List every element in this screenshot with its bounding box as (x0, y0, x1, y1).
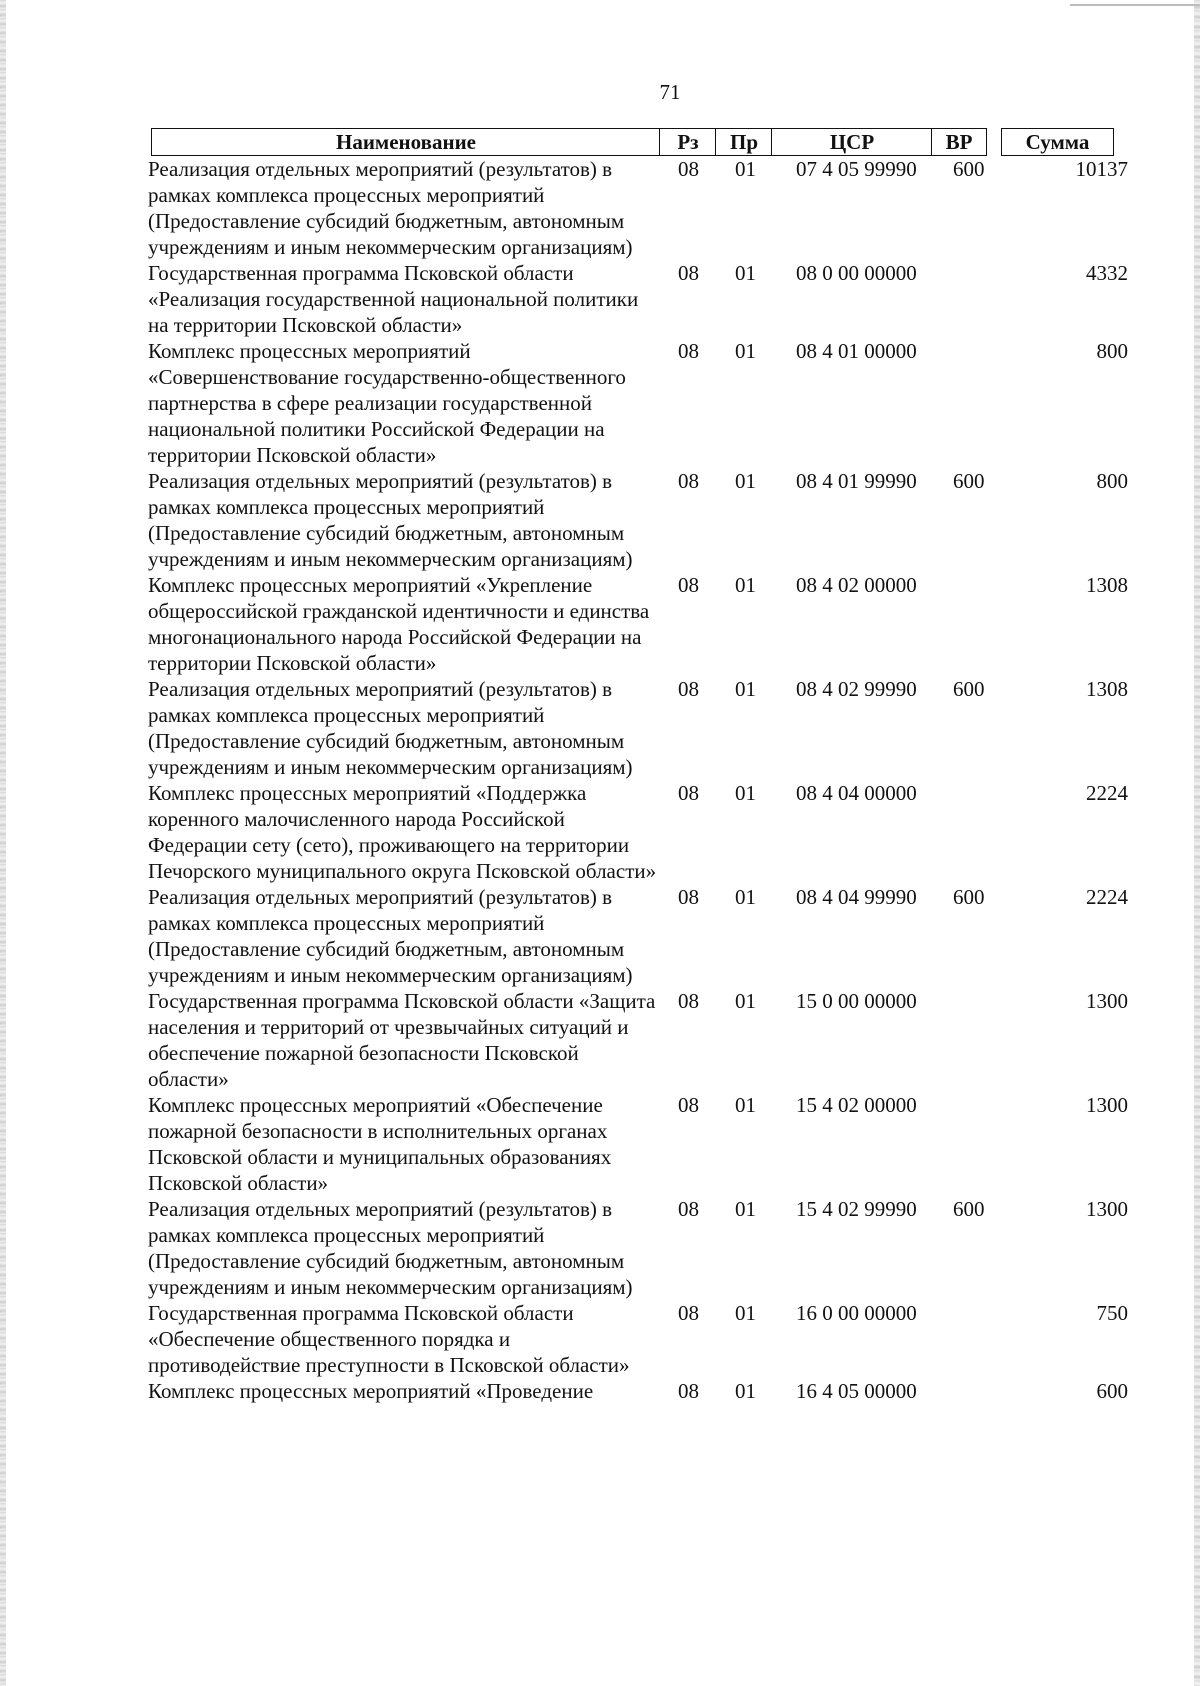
cell-rz: 08 (678, 781, 699, 805)
cell-vr: 600 (953, 157, 985, 181)
cell-rz: 08 (678, 339, 699, 363)
cell-sum: 800 (1096, 469, 1128, 493)
table-row (148, 1196, 1128, 1300)
cell-name: Комплекс процессных мероприятий «Обеспечение пожарной безопасности в исполнительных органах Псковской области и муниципальных образованиях Псковской области» (148, 1093, 612, 1195)
cell-rz: 08 (678, 885, 699, 909)
table-row (148, 780, 1128, 884)
cell-sum: 1308 (1086, 677, 1128, 701)
cell-sum: 2224 (1086, 885, 1128, 909)
table-row (148, 338, 1128, 468)
cell-rz: 08 (678, 1301, 699, 1325)
table-row (148, 884, 1128, 988)
cell-name: Реализация отдельных мероприятий (результатов) в рамках комплекса процессных мероприятий (Предоставление субсидий бюджетным, автономным учреждениям и иным некоммерческим организациям) (148, 157, 633, 259)
cell-name: Реализация отдельных мероприятий (результатов) в рамках комплекса процессных мероприятий (Предоставление субсидий бюджетным, автономным учреждениям и иным некоммерческим организациям) (148, 1197, 633, 1299)
cell-rz: 08 (678, 1197, 699, 1221)
cell-pr: 01 (735, 885, 756, 909)
cell-sum: 750 (1096, 1301, 1128, 1325)
cell-pr: 01 (735, 339, 756, 363)
table-row (148, 156, 1128, 260)
cell-pr: 01 (735, 261, 756, 285)
cell-pr: 01 (735, 781, 756, 805)
cell-rz: 08 (678, 677, 699, 701)
cell-name: Комплекс процессных мероприятий «Поддержка коренного малочисленного народа Российской Федерации сету (сето), проживающего на территории Печорского муниципального округа Псковской области» (148, 781, 657, 883)
cell-csr: 16 0 00 00000 (796, 1301, 917, 1325)
scan-mark-top (1070, 4, 1200, 6)
table-body (148, 156, 1128, 1404)
cell-rz: 08 (678, 573, 699, 597)
page-number: 71 (659, 80, 681, 104)
table-row (148, 1300, 1128, 1378)
cell-pr: 01 (735, 573, 756, 597)
header-rz: Рз (659, 128, 717, 156)
cell-sum: 2224 (1086, 781, 1128, 805)
cell-sum: 1300 (1086, 989, 1128, 1013)
cell-vr: 600 (953, 677, 985, 701)
table-row (148, 676, 1128, 780)
cell-sum: 1300 (1086, 1197, 1128, 1221)
header-pr: Пр (715, 128, 773, 156)
cell-rz: 08 (678, 989, 699, 1013)
cell-name: Государственная программа Псковской области «Обеспечение общественного порядка и противодействие преступности в Псковской области» (148, 1301, 630, 1377)
cell-pr: 01 (735, 1301, 756, 1325)
cell-sum: 4332 (1086, 261, 1128, 285)
cell-rz: 08 (678, 157, 699, 181)
cell-csr: 15 4 02 00000 (796, 1093, 917, 1117)
cell-sum: 800 (1096, 339, 1128, 363)
cell-name: Комплекс процессных мероприятий «Укрепление общероссийской гражданской идентичности и единства многонационального народа Российской Федерации на территории Псковской области» (148, 573, 650, 675)
table-row (148, 1092, 1128, 1196)
cell-csr: 08 4 02 00000 (796, 573, 917, 597)
cell-csr: 08 4 01 00000 (796, 339, 917, 363)
cell-sum: 600 (1096, 1379, 1128, 1403)
cell-name: Реализация отдельных мероприятий (результатов) в рамках комплекса процессных мероприятий (Предоставление субсидий бюджетным, автономным учреждениям и иным некоммерческим организациям) (148, 677, 633, 779)
table-row (148, 988, 1128, 1092)
cell-csr: 07 4 05 99990 (796, 157, 917, 181)
cell-vr: 600 (953, 885, 985, 909)
table-row (148, 572, 1128, 676)
table-row (148, 1378, 1128, 1404)
cell-vr: 600 (953, 469, 985, 493)
header-csr: ЦСР (771, 128, 933, 156)
table-row (148, 468, 1128, 572)
cell-pr: 01 (735, 1093, 756, 1117)
cell-sum: 10137 (1075, 157, 1128, 181)
cell-sum: 1308 (1086, 573, 1128, 597)
cell-rz: 08 (678, 469, 699, 493)
scan-edge-left (0, 0, 6, 1686)
cell-name: Комплекс процессных мероприятий «Проведение (148, 1379, 594, 1403)
header-vr: ВР (931, 128, 987, 156)
cell-rz: 08 (678, 261, 699, 285)
cell-rz: 08 (678, 1379, 699, 1403)
cell-csr: 15 0 00 00000 (796, 989, 917, 1013)
scan-edge-right (1194, 0, 1200, 1686)
cell-rz: 08 (678, 1093, 699, 1117)
cell-pr: 01 (735, 157, 756, 181)
cell-vr: 600 (953, 1197, 985, 1221)
cell-pr: 01 (735, 1379, 756, 1403)
cell-csr: 16 4 05 00000 (796, 1379, 917, 1403)
cell-csr: 08 4 02 99990 (796, 677, 917, 701)
header-sum: Сумма (1001, 128, 1114, 156)
cell-name: Государственная программа Псковской области «Реализация государственной национальной политики на территории Псковской области» (148, 261, 639, 337)
cell-sum: 1300 (1086, 1093, 1128, 1117)
cell-pr: 01 (735, 469, 756, 493)
cell-pr: 01 (735, 1197, 756, 1221)
cell-csr: 08 4 04 99990 (796, 885, 917, 909)
cell-csr: 08 4 04 00000 (796, 781, 917, 805)
cell-csr: 15 4 02 99990 (796, 1197, 917, 1221)
cell-name: Реализация отдельных мероприятий (результатов) в рамках комплекса процессных мероприятий (Предоставление субсидий бюджетным, автономным учреждениям и иным некоммерческим организациям) (148, 469, 633, 571)
cell-name: Государственная программа Псковской области «Защита населения и территорий от чрезвычайных ситуаций и обеспечение пожарной безопасности Псковской области» (148, 989, 656, 1091)
cell-csr: 08 4 01 99990 (796, 469, 917, 493)
cell-csr: 08 0 00 00000 (796, 261, 917, 285)
table-row (148, 260, 1128, 338)
cell-name: Комплекс процессных мероприятий «Совершенствование государственно-общественного партнерства в сфере реализации государственной национальной политики Российской Федерации на территории Псковской области» (148, 339, 626, 467)
header-name: Наименование (151, 128, 661, 156)
cell-pr: 01 (735, 989, 756, 1013)
cell-name: Реализация отдельных мероприятий (результатов) в рамках комплекса процессных мероприятий (Предоставление субсидий бюджетным, автономным учреждениям и иным некоммерческим организациям) (148, 885, 633, 987)
cell-pr: 01 (735, 677, 756, 701)
